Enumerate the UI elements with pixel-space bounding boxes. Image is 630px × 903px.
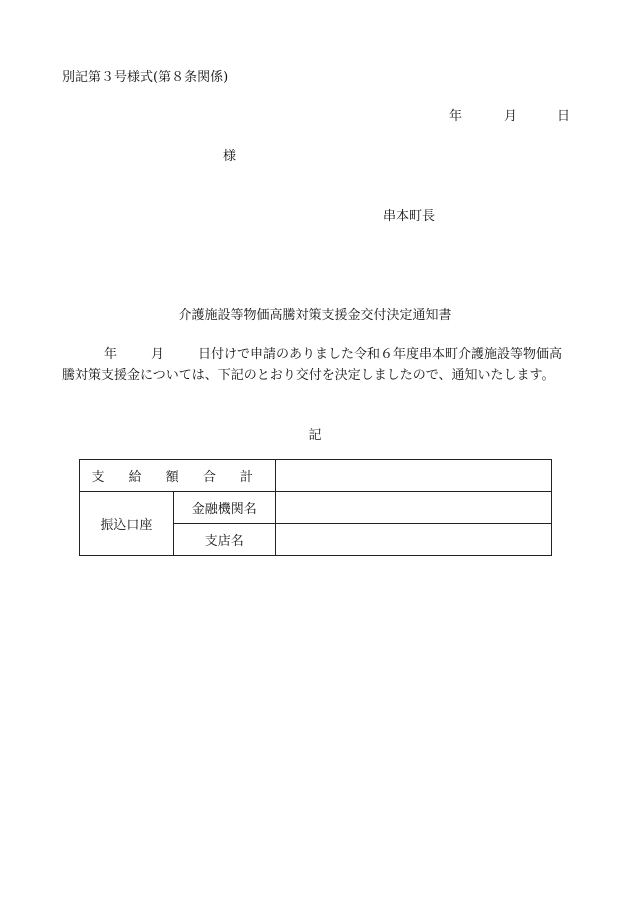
form-number: 別記第３号様式(第８条関係) xyxy=(62,70,229,85)
branch-label: 支店名 xyxy=(173,524,275,556)
total-label: 支 給 額 合 計 xyxy=(80,460,276,492)
bank-label: 金融機関名 xyxy=(173,492,275,524)
bank-row xyxy=(80,492,552,524)
total-row xyxy=(80,460,552,492)
body-line-2: 騰対策支援金については、下記のとおり交付を決定しましたので、通知いたします。 xyxy=(62,368,555,383)
body-year: 年 xyxy=(104,347,118,362)
document-title: 介護施設等物価高騰対策支援金交付決定通知書 xyxy=(178,308,452,323)
body-line1-rest: 日付けで申請のありました令和６年度串本町介護施設等物価高 xyxy=(198,347,563,362)
ki-heading: 記 xyxy=(308,428,322,443)
addressee-suffix: 様 xyxy=(223,149,237,164)
issuer: 串本町長 xyxy=(383,209,436,224)
bank-value[interactable] xyxy=(275,492,551,524)
date-day: 日 xyxy=(557,109,571,124)
account-label: 振込口座 xyxy=(80,492,174,556)
info-table xyxy=(79,459,552,556)
date-year: 年 xyxy=(449,109,463,124)
body-month: 月 xyxy=(151,347,165,362)
branch-value[interactable] xyxy=(275,524,551,556)
total-value[interactable] xyxy=(275,460,551,492)
date-month: 月 xyxy=(504,109,518,124)
body-line-1 xyxy=(104,343,562,362)
